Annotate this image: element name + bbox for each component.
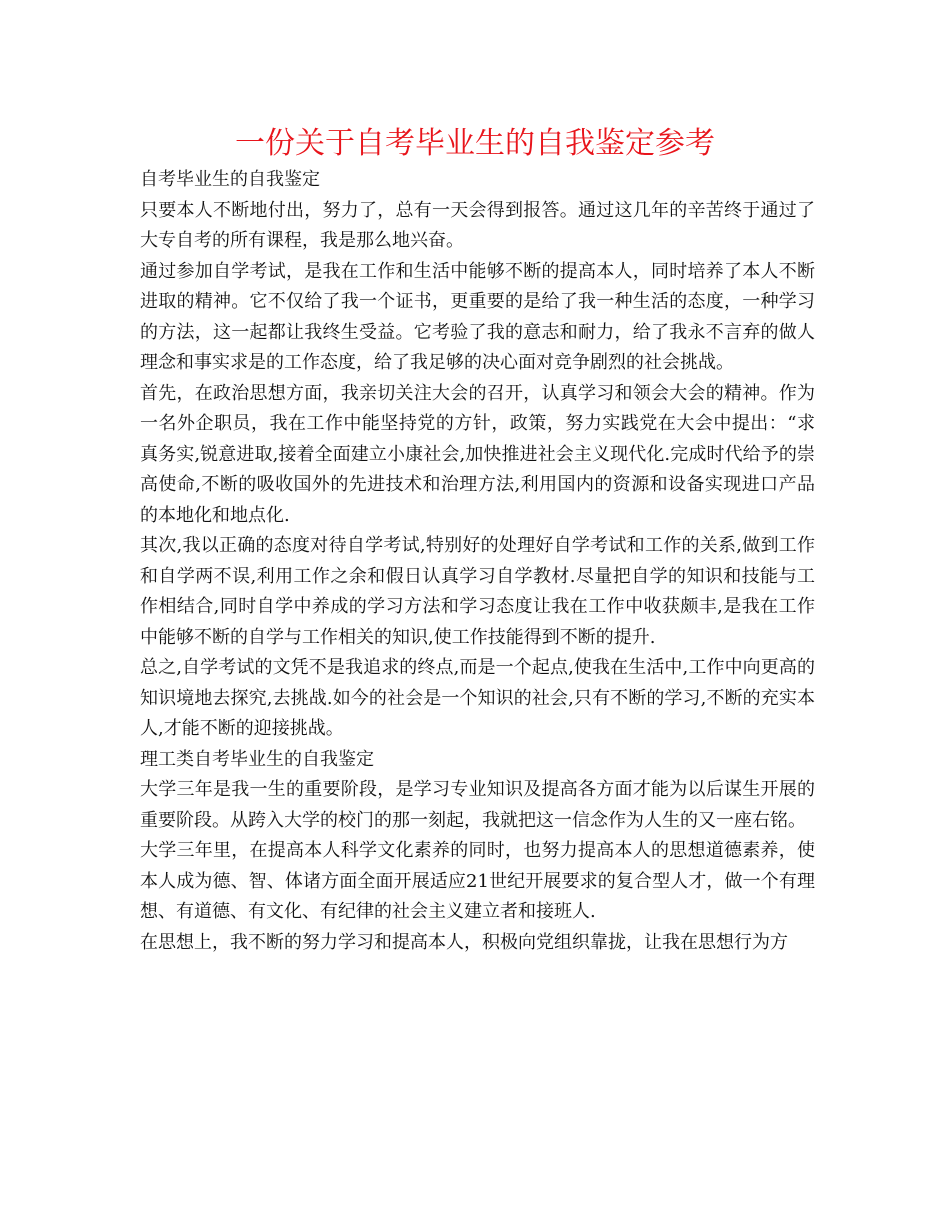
section-heading-2: 理工类自考毕业生的自我鉴定 <box>140 748 374 770</box>
paragraph: 在思想上，我不断的努力学习和提高本人，积极向党组织靠拢，让我在思想行为方 <box>140 931 788 953</box>
paragraph: 其次,我以正确的态度对待自学考试,特别好的处理好自学考试和工作的关系,做到工作和自学两不误,利用工作之余和假日认真学习自学教材.尽量把自学的知识和技能与工作相结合,同时自学中养成的学习方法和学习态度让我在工作中收获颇丰,是我在工作中能够不断的自学与工作相关的知识,使工作技能得到不断的提升. <box>140 535 815 648</box>
paragraph: 大学三年里，在提高本人科学文化素养的同时，也努力提高本人的思想道德素养，使本人成为德、智、体诸方面全面开展适应21世纪开展要求的复合型人才，做一个有理想、有道德、有文化、有纪律的社会主义建立者和接班人. <box>140 840 815 922</box>
paragraph: 通过参加自学考试，是我在工作和生活中能够不断的提高本人，同时培养了本人不断进取的精神。它不仅给了我一个证书，更重要的是给了我一种生活的态度，一种学习的方法，这一起都让我终生受益。它考验了我的意志和耐力，给了我永不言弃的做人理念和事实求是的工作态度，给了我足够的决心面对竞争剧烈的社会挑战。 <box>140 260 815 373</box>
section-heading-1: 自考毕业生的自我鉴定 <box>140 169 320 190</box>
document-body <box>140 165 815 958</box>
paragraph: 总之,自学考试的文凭不是我追求的终点,而是一个起点,使我在生活中,工作中向更高的知识境地去探究,去挑战.如今的社会是一个知识的社会,只有不断的学习,不断的充实本人,才能不断的迎接挑战。 <box>140 657 815 739</box>
paragraph: 大学三年是我一生的重要阶段，是学习专业知识及提高各方面才能为以后谋生开展的重要阶段。从跨入大学的校门的那一刻起，我就把这一信念作为人生的又一座右铭。 <box>140 779 815 831</box>
page-title: 一份关于自考毕业生的自我鉴定参考 <box>235 126 715 161</box>
paragraph: 只要本人不断地付出，努力了，总有一天会得到报答。通过这几年的辛苦终于通过了大专自考的所有课程，我是那么地兴奋。 <box>140 199 815 251</box>
paragraph: 首先，在政治思想方面，我亲切关注大会的召开，认真学习和领会大会的精神。作为一名外企职员，我在工作中能坚持党的方针，政策，努力实践党在大会中提出：“求真务实,锐意进取,接着全面建立小康社会,加快推进社会主义现代化.完成时代给予的崇高使命,不断的吸收国外的先进技术和治理方法,利用国内的资源和设备实现进口产品的本地化和地点化. <box>140 382 815 526</box>
